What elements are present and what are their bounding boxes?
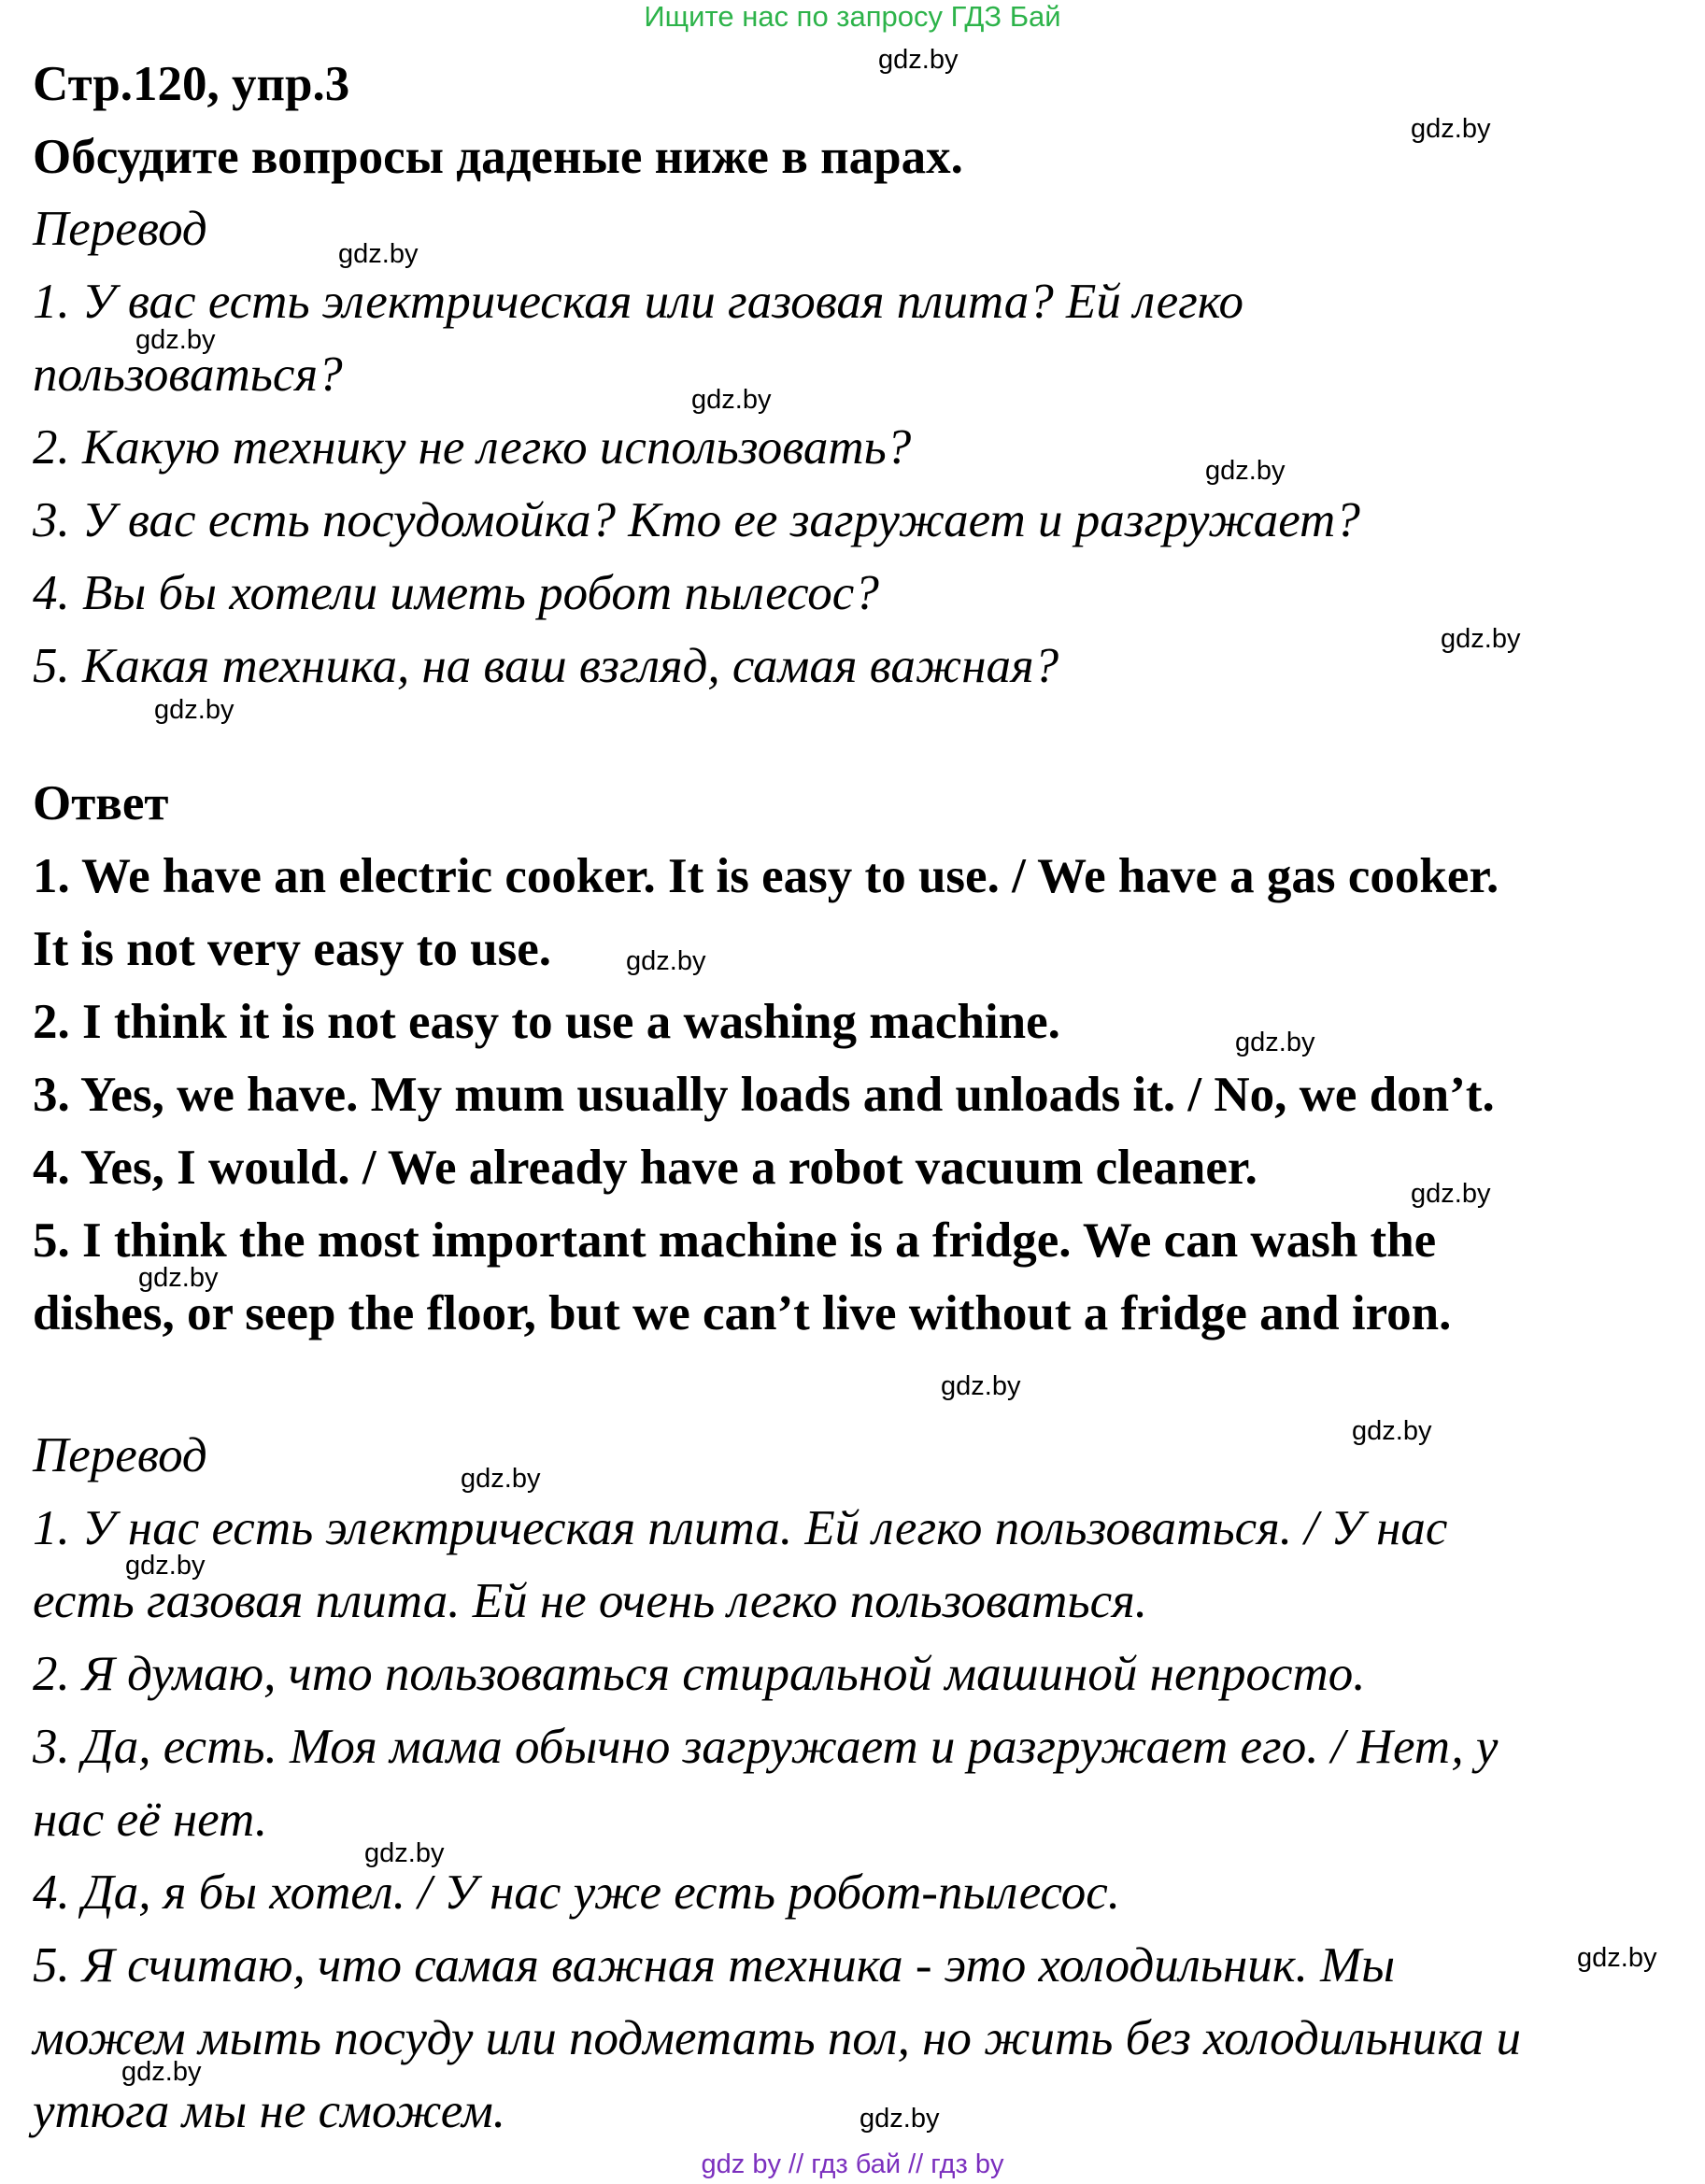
translation-line: есть газовая плита. Ей не очень легко пользоваться.	[33, 1574, 1147, 1628]
watermark: gdz.by	[1411, 114, 1491, 144]
watermark: gdz.by	[121, 2057, 202, 2087]
answer-line: 3. Yes, we have. My mum usually loads and unloads it. / No, we don’t.	[33, 1068, 1495, 1122]
watermark: gdz.by	[135, 325, 216, 355]
answer-translation-heading: Перевод	[33, 1428, 207, 1482]
watermark: gdz.by	[941, 1371, 1021, 1401]
question-line: 5. Какая техника, на ваш взгляд, самая важная?	[33, 639, 1059, 693]
answer-line: It is not very easy to use.	[33, 922, 551, 976]
answer-heading: Ответ	[33, 776, 169, 830]
watermark: gdz.by	[1577, 1943, 1657, 1973]
translation-line: 3. Да, есть. Моя мама обычно загружает и разгружает его. / Нет, у	[33, 1720, 1499, 1774]
translation-line: 2. Я думаю, что пользоваться стиральной машиной непросто.	[33, 1647, 1366, 1701]
question-translation-heading: Перевод	[33, 202, 207, 256]
watermark: gdz.by	[1352, 1416, 1432, 1446]
question-line: 3. У вас есть посудомойка? Кто ее загружает и разгружает?	[33, 493, 1360, 547]
watermark: gdz.by	[1205, 456, 1286, 486]
watermark: gdz.by	[364, 1838, 445, 1868]
question-line: 2. Какую технику не легко использовать?	[33, 420, 912, 475]
question-line: 4. Вы бы хотели иметь робот пылесос?	[33, 566, 879, 620]
question-line: 1. У вас есть электрическая или газовая плита? Ей легко	[33, 275, 1244, 329]
watermark: gdz.by	[138, 1263, 219, 1293]
translation-line: 1. У нас есть электрическая плита. Ей легко пользоваться. / У нас	[33, 1501, 1448, 1555]
translation-line: 4. Да, я бы хотел. / У нас уже есть робот-пылесос.	[33, 1865, 1121, 1920]
question-line: пользоваться?	[33, 347, 343, 402]
watermark: gdz.by	[860, 2104, 940, 2134]
watermark: gdz.by	[125, 1551, 206, 1581]
answer-line: 2. I think it is not easy to use a washing machine.	[33, 995, 1060, 1049]
watermark: gdz.by	[154, 695, 234, 725]
watermark: gdz.by	[1441, 624, 1521, 654]
answer-line: 5. I think the most important machine is a fridge. We can wash the	[33, 1213, 1437, 1268]
watermark: gdz.by	[338, 239, 419, 269]
task-instruction: Обсудите вопросы даденые ниже в парах.	[33, 130, 963, 184]
translation-line: можем мыть посуду или подметать пол, но жить без холодильника и	[33, 2011, 1522, 2065]
page-title: Стр.120, упр.3	[33, 57, 350, 111]
footer-links[interactable]: gdz by // гдз бай // гдз by	[701, 2149, 1004, 2179]
watermark: gdz.by	[461, 1464, 541, 1494]
top-banner-link[interactable]: Ищите нас по запросу ГДЗ Бай	[644, 0, 1061, 33]
answer-line: dishes, or seep the floor, but we can’t live without a fridge and iron.	[33, 1286, 1452, 1340]
translation-line: нас её нет.	[33, 1793, 268, 1847]
watermark: gdz.by	[691, 385, 772, 415]
translation-line: утюга мы не сможем.	[33, 2084, 506, 2138]
answer-line: 4. Yes, I would. / We already have a robot vacuum cleaner.	[33, 1141, 1257, 1195]
watermark: gdz.by	[878, 45, 959, 75]
translation-line: 5. Я считаю, что самая важная техника - это холодильник. Мы	[33, 1938, 1396, 1993]
watermark: gdz.by	[626, 946, 706, 976]
answer-line: 1. We have an electric cooker. It is easy to use. / We have a gas cooker.	[33, 849, 1499, 903]
watermark: gdz.by	[1411, 1179, 1491, 1209]
watermark: gdz.by	[1235, 1028, 1315, 1057]
